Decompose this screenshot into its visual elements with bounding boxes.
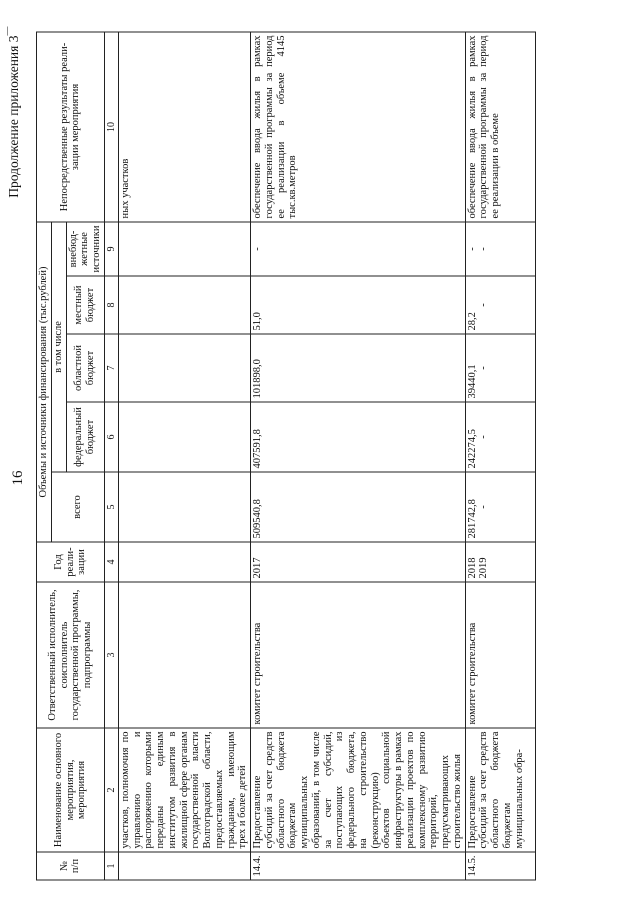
row-federal: 407591,8 [251, 402, 466, 472]
colnum: 10 [104, 31, 118, 221]
financing-table [36, 31, 536, 880]
row-federal: - [478, 434, 490, 439]
colnum: 8 [104, 276, 118, 334]
header-extra: внебюд-жетные источники [66, 221, 104, 275]
row-name: Предоставление субсидий за счет средств областного бюджета бюджетам муниципальных образований, в том числе за счет субсидий, поступающих из федерального бюджета, на строительство (реконструкцию) объектов социальной инфраструктуры в рамках реализации проектов по комплексному развитию территорий, предусматривающих строительство жилья [251, 728, 466, 852]
row-extra: - [478, 246, 490, 251]
row-year: 2018 [466, 557, 478, 578]
row-year-cell [465, 542, 535, 582]
header-executor: Ответственный исполнитель, соисполнитель государственной программы, подпрограммы [37, 582, 105, 728]
appendix-label: Продолжение приложения 3 [6, 35, 21, 198]
row-total-cell [465, 472, 535, 542]
colnum: 7 [104, 334, 118, 402]
row-regional-cell [465, 334, 535, 402]
colnum: 3 [104, 582, 118, 728]
row-result: обеспечение ввода жилья в рамках государственной программы за период ее реализации в объеме [465, 31, 535, 221]
continuation-result: ных участков [118, 31, 250, 221]
row-regional: 39440,1 [466, 363, 478, 398]
row-year: 2017 [251, 542, 466, 582]
row-extra-cell [465, 221, 535, 275]
row-total: 509540,8 [251, 472, 466, 542]
table-row [465, 31, 535, 879]
row-executor: комитет строительства [465, 582, 535, 728]
row-local: 51,0 [251, 276, 466, 334]
row-year: 2019 [478, 557, 490, 578]
corner-mark: — [2, 26, 12, 35]
row-number: 14.4. [251, 852, 466, 880]
row-total: - [478, 504, 490, 509]
row-local-cell [465, 276, 535, 334]
row-federal-cell [465, 402, 535, 472]
row-regional: 101898,0 [251, 334, 466, 402]
row-extra: - [466, 246, 478, 251]
row-extra: - [251, 221, 466, 275]
header-total: всего [51, 472, 104, 542]
row-local: 28,2 [466, 311, 478, 330]
column-number-row [104, 31, 118, 879]
header-results: Непосредственные результаты реали-зации мероприятия [37, 31, 105, 221]
row-executor: комитет строительства [251, 582, 466, 728]
colnum: 9 [104, 221, 118, 275]
table-row [251, 31, 466, 879]
header-finance-group: Объемы и источники финансирования (тыс.рублей) [37, 221, 52, 541]
header-federal: федеральный бюджет [66, 402, 104, 472]
header-local: местный бюджет [66, 276, 104, 334]
colnum: 6 [104, 402, 118, 472]
header-name: Наименование основного мероприятия, мероприятия [37, 728, 105, 852]
row-total: 281742,8 [466, 498, 478, 538]
colnum: 2 [104, 728, 118, 852]
row-number: 14.5. [465, 852, 535, 880]
header-num: № п/п [37, 852, 105, 880]
continuation-row [118, 31, 250, 879]
header-row-1 [37, 31, 52, 879]
header-regional: областной бюджет [66, 334, 104, 402]
row-federal: 242274,5 [466, 428, 478, 468]
row-regional: - [478, 365, 490, 370]
page-number: 16 [10, 470, 26, 485]
colnum: 1 [104, 852, 118, 880]
colnum: 4 [104, 542, 118, 582]
header-year: Год реали-зации [37, 542, 105, 582]
row-result: обеспечение ввода жилья в рамках государственной программы за период ее реализации в объеме 4145 тыс.кв.метров [251, 31, 466, 221]
row-local: - [478, 302, 490, 307]
colnum: 5 [104, 472, 118, 542]
continuation-name: участков, полномочия по управлению и распоряжению которыми переданы единым институтом развития в жилищной сфере органам государственной власти Волгоградской области, предоставляемых гражданам, имеющим трех и более детей [118, 728, 250, 852]
row-name: Предоставление субсидий за счет средств областного бюджета бюджетам муниципальных обра- [465, 728, 535, 852]
header-in-that: в том числе [51, 221, 66, 471]
